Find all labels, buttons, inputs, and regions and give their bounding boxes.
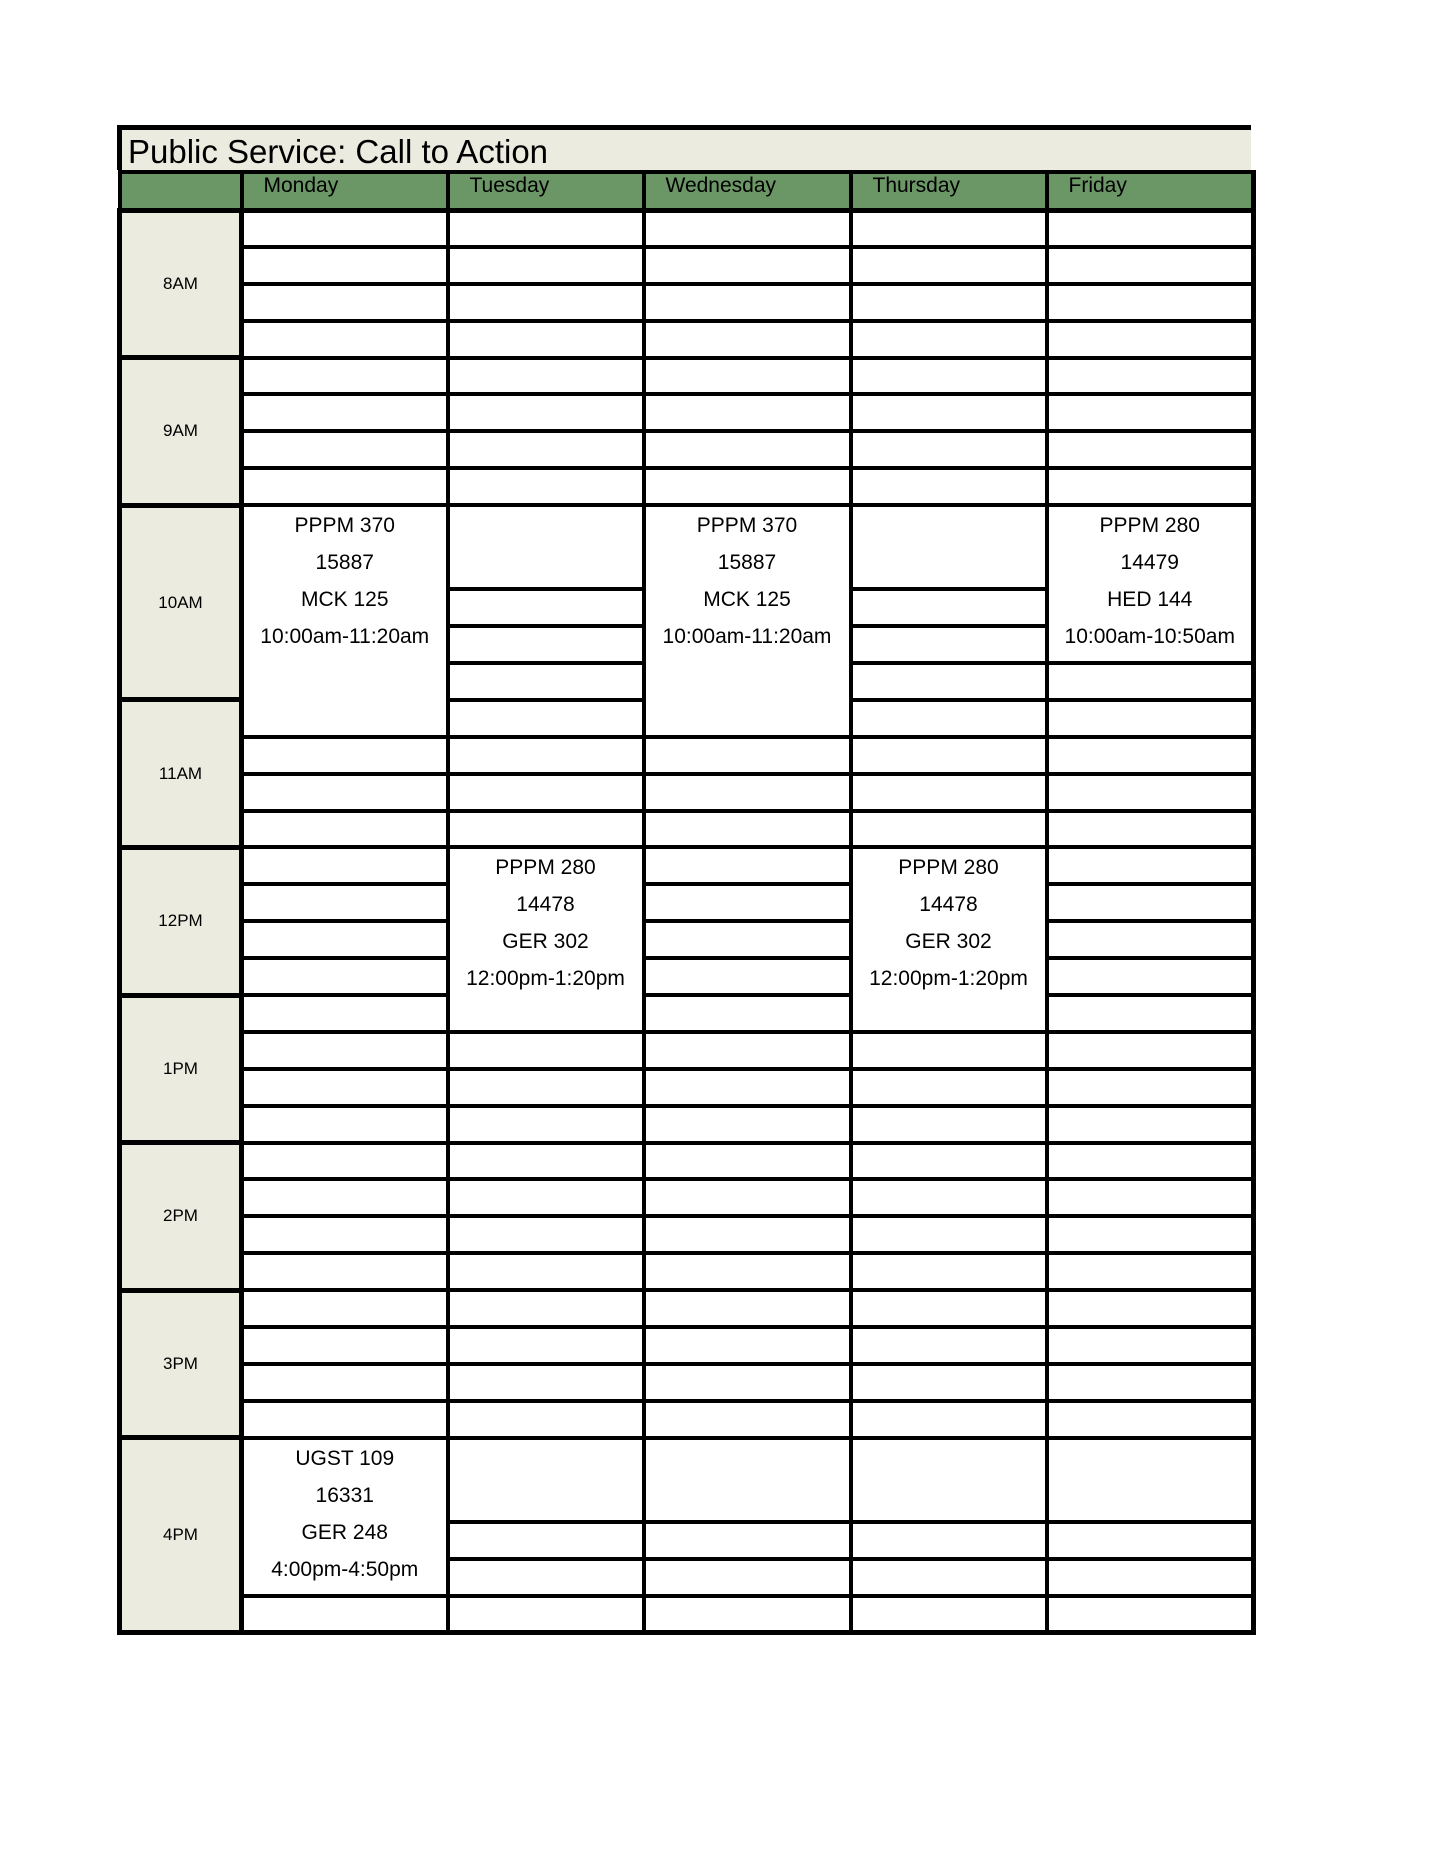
slot-row: [120, 774, 1254, 811]
empty-slot-cell: [242, 921, 448, 958]
empty-slot-cell: [448, 431, 644, 468]
class-detail-line: UGST 109: [295, 1446, 395, 1470]
empty-slot-cell: [1047, 884, 1254, 921]
class-detail-line: PPPM 280: [1099, 514, 1200, 538]
empty-slot-cell: [448, 626, 644, 663]
class-detail-line: 4:00pm-4:50pm: [271, 1557, 419, 1581]
class-detail-line: HED 144: [1107, 588, 1193, 612]
empty-slot-cell: [644, 1143, 851, 1180]
class-detail-line: MCK 125: [703, 588, 791, 612]
slot-row: [120, 1179, 1254, 1216]
empty-slot-cell: [851, 468, 1047, 505]
empty-slot-cell: [448, 1364, 644, 1401]
time-label: 3PM: [120, 1290, 242, 1438]
empty-slot-cell: [1047, 284, 1254, 321]
slot-row: [120, 995, 1254, 1032]
empty-slot-cell: [644, 1179, 851, 1216]
header-corner: [120, 172, 242, 210]
empty-slot-cell: [448, 1069, 644, 1106]
empty-slot-cell: [242, 774, 448, 811]
empty-slot-cell: [644, 468, 851, 505]
empty-slot-cell: [1047, 1401, 1254, 1438]
empty-slot-cell: [644, 394, 851, 431]
empty-slot-cell: [1047, 921, 1254, 958]
empty-slot-cell: [1047, 1216, 1254, 1253]
class-detail-line: 14479: [1120, 551, 1179, 575]
empty-slot-cell: [851, 1327, 1047, 1364]
empty-slot-cell: [851, 811, 1047, 848]
empty-slot-cell: [1047, 1364, 1254, 1401]
time-label: 1PM: [120, 995, 242, 1143]
empty-slot-cell: [644, 921, 851, 958]
slot-row: [120, 284, 1254, 321]
empty-slot-cell: [1047, 1032, 1254, 1069]
class-detail-line: 12:00pm-1:20pm: [466, 967, 625, 991]
empty-slot-cell: [1047, 358, 1254, 395]
slot-row: [120, 1327, 1254, 1364]
slot-row: [120, 921, 1254, 958]
empty-slot-cell: [851, 737, 1047, 774]
empty-slot-cell: [242, 1106, 448, 1143]
empty-slot-cell: [242, 1216, 448, 1253]
empty-slot-cell: [242, 321, 448, 358]
day-header-wednesday: Wednesday: [644, 172, 851, 210]
empty-slot-cell: [851, 431, 1047, 468]
slot-row: [120, 1216, 1254, 1253]
class-detail-line: PPPM 370: [696, 514, 798, 538]
slot-row: [120, 358, 1254, 395]
empty-slot-cell: [644, 1069, 851, 1106]
empty-slot-cell: [851, 1401, 1047, 1438]
empty-slot-cell: [242, 1069, 448, 1106]
empty-slot-cell: [448, 1179, 644, 1216]
slot-row: [120, 210, 1254, 247]
schedule-title: Public Service: Call to Action: [128, 133, 549, 170]
empty-slot-cell: [1047, 663, 1254, 700]
empty-slot-cell: [851, 626, 1047, 663]
empty-slot-cell: [1047, 1290, 1254, 1327]
empty-slot-cell: [851, 663, 1047, 700]
empty-slot-cell: [851, 321, 1047, 358]
empty-slot-cell: [242, 1143, 448, 1180]
empty-slot-cell: [644, 774, 851, 811]
empty-slot-cell: [851, 1216, 1047, 1253]
empty-slot-cell: [644, 284, 851, 321]
empty-slot-cell: [851, 1143, 1047, 1180]
class-detail-line: GER 302: [905, 930, 992, 954]
class-detail-line: 14478: [919, 893, 978, 917]
empty-slot-cell: [644, 1401, 851, 1438]
empty-slot-cell: [448, 394, 644, 431]
merged-slot-cell: [644, 1438, 851, 1522]
slot-row: [120, 958, 1254, 995]
empty-slot-cell: [242, 1179, 448, 1216]
empty-slot-cell: [851, 1522, 1047, 1559]
empty-slot-cell: [851, 1032, 1047, 1069]
empty-slot-cell: [644, 1559, 851, 1596]
empty-slot-cell: [644, 321, 851, 358]
empty-slot-cell: [1047, 210, 1254, 247]
empty-slot-cell: [1047, 321, 1254, 358]
empty-slot-cell: [851, 589, 1047, 626]
empty-slot-cell: [851, 394, 1047, 431]
empty-slot-cell: [242, 1032, 448, 1069]
empty-slot-cell: [644, 210, 851, 247]
time-label: 10AM: [120, 505, 242, 700]
empty-slot-cell: [242, 210, 448, 247]
day-header-row: [120, 172, 1254, 210]
empty-slot-cell: [851, 284, 1047, 321]
merged-slot-cell: [448, 505, 644, 589]
slot-row: [120, 394, 1254, 431]
empty-slot-cell: [242, 811, 448, 848]
empty-slot-cell: [242, 958, 448, 995]
empty-slot-cell: [448, 1401, 644, 1438]
empty-slot-cell: [242, 431, 448, 468]
empty-slot-cell: [851, 1106, 1047, 1143]
empty-slot-cell: [644, 1106, 851, 1143]
empty-slot-cell: [448, 1216, 644, 1253]
empty-slot-cell: [1047, 847, 1254, 884]
empty-slot-cell: [448, 589, 644, 626]
empty-slot-cell: [448, 1253, 644, 1290]
empty-slot-cell: [851, 1364, 1047, 1401]
empty-slot-cell: [851, 774, 1047, 811]
class-block: [644, 505, 851, 737]
empty-slot-cell: [448, 1327, 644, 1364]
empty-slot-cell: [851, 1179, 1047, 1216]
time-label: 8AM: [120, 210, 242, 358]
empty-slot-cell: [242, 1253, 448, 1290]
class-detail-line: 15887: [717, 551, 777, 575]
time-label: 2PM: [120, 1143, 242, 1291]
class-detail-line: PPPM 280: [495, 856, 596, 880]
empty-slot-cell: [644, 811, 851, 848]
empty-slot-cell: [644, 1216, 851, 1253]
empty-slot-cell: [448, 1032, 644, 1069]
merged-slot-cell: [851, 505, 1047, 589]
empty-slot-cell: [644, 1596, 851, 1633]
class-detail-line: 10:00am-11:20am: [260, 625, 430, 649]
slot-row: [120, 884, 1254, 921]
day-header-friday: Friday: [1047, 172, 1254, 210]
empty-slot-cell: [644, 1364, 851, 1401]
empty-slot-cell: [644, 358, 851, 395]
empty-slot-cell: [1047, 1596, 1254, 1633]
merged-slot-cell: [851, 1438, 1047, 1522]
empty-slot-cell: [448, 358, 644, 395]
empty-slot-cell: [448, 663, 644, 700]
day-header-tuesday: Tuesday: [448, 172, 644, 210]
empty-slot-cell: [1047, 1253, 1254, 1290]
empty-slot-cell: [242, 737, 448, 774]
empty-slot-cell: [1047, 1069, 1254, 1106]
class-block: [851, 847, 1047, 1031]
slot-row: [120, 1253, 1254, 1290]
empty-slot-cell: [242, 247, 448, 284]
empty-slot-cell: [1047, 1179, 1254, 1216]
empty-slot-cell: [851, 247, 1047, 284]
empty-slot-cell: [1047, 958, 1254, 995]
slot-row: [120, 1364, 1254, 1401]
class-detail-line: PPPM 370: [294, 514, 395, 538]
empty-slot-cell: [448, 1290, 644, 1327]
slot-row: [120, 811, 1254, 848]
empty-slot-cell: [1047, 774, 1254, 811]
merged-slot-cell: [1047, 1438, 1254, 1522]
empty-slot-cell: [448, 774, 644, 811]
class-detail-line: 12:00pm-1:20pm: [869, 967, 1028, 991]
slot-row: [120, 1032, 1254, 1069]
slot-row: [120, 1290, 1254, 1327]
empty-slot-cell: [448, 321, 644, 358]
empty-slot-cell: [851, 1069, 1047, 1106]
slot-row: [120, 431, 1254, 468]
empty-slot-cell: [644, 1290, 851, 1327]
class-detail-line: 10:00am-10:50am: [1064, 625, 1235, 649]
title-bar: [117, 125, 1251, 170]
class-detail-line: GER 302: [502, 930, 589, 954]
empty-slot-cell: [644, 847, 851, 884]
empty-slot-cell: [1047, 468, 1254, 505]
empty-slot-cell: [644, 737, 851, 774]
slot-row: [120, 1401, 1254, 1438]
empty-slot-cell: [1047, 1327, 1254, 1364]
empty-slot-cell: [1047, 247, 1254, 284]
empty-slot-cell: [1047, 394, 1254, 431]
slot-row: [120, 468, 1254, 505]
slot-row: [120, 321, 1254, 358]
empty-slot-cell: [851, 1290, 1047, 1327]
empty-slot-cell: [644, 1522, 851, 1559]
empty-slot-cell: [1047, 811, 1254, 848]
schedule-sheet: [117, 125, 1251, 1635]
empty-slot-cell: [1047, 1559, 1254, 1596]
slot-row: [120, 247, 1254, 284]
empty-slot-cell: [242, 1364, 448, 1401]
empty-slot-cell: [644, 247, 851, 284]
merged-slot-cell: [448, 1438, 644, 1522]
empty-slot-cell: [644, 431, 851, 468]
empty-slot-cell: [242, 1327, 448, 1364]
slot-row: [120, 847, 1254, 884]
empty-slot-cell: [242, 884, 448, 921]
empty-slot-cell: [242, 468, 448, 505]
empty-slot-cell: [448, 1596, 644, 1633]
empty-slot-cell: [242, 1401, 448, 1438]
empty-slot-cell: [644, 958, 851, 995]
empty-slot-cell: [851, 1559, 1047, 1596]
empty-slot-cell: [242, 284, 448, 321]
empty-slot-cell: [1047, 1522, 1254, 1559]
class-block: [1047, 505, 1254, 663]
empty-slot-cell: [1047, 431, 1254, 468]
empty-slot-cell: [242, 847, 448, 884]
empty-slot-cell: [1047, 737, 1254, 774]
empty-slot-cell: [242, 1290, 448, 1327]
empty-slot-cell: [644, 1327, 851, 1364]
day-header-monday: Monday: [242, 172, 448, 210]
empty-slot-cell: [1047, 1106, 1254, 1143]
empty-slot-cell: [448, 811, 644, 848]
day-header-thursday: Thursday: [851, 172, 1047, 210]
time-label: 9AM: [120, 358, 242, 506]
class-detail-line: 15887: [315, 551, 374, 575]
empty-slot-cell: [851, 210, 1047, 247]
class-detail-line: 14478: [516, 893, 575, 917]
class-detail-line: 10:00am-11:20am: [662, 625, 832, 649]
class-detail-line: GER 248: [301, 1520, 388, 1544]
empty-slot-cell: [448, 284, 644, 321]
empty-slot-cell: [448, 700, 644, 737]
empty-slot-cell: [448, 1522, 644, 1559]
empty-slot-cell: [1047, 995, 1254, 1032]
empty-slot-cell: [242, 1596, 448, 1633]
schedule-grid-body: [120, 172, 1254, 1633]
empty-slot-cell: [242, 394, 448, 431]
empty-slot-cell: [448, 247, 644, 284]
empty-slot-cell: [448, 1143, 644, 1180]
class-block: [242, 505, 448, 737]
empty-slot-cell: [448, 1559, 644, 1596]
empty-slot-cell: [242, 358, 448, 395]
class-detail-line: 16331: [315, 1483, 374, 1507]
empty-slot-cell: [851, 358, 1047, 395]
empty-slot-cell: [644, 884, 851, 921]
empty-slot-cell: [644, 1253, 851, 1290]
empty-slot-cell: [851, 1253, 1047, 1290]
slot-row: [120, 1143, 1254, 1180]
slot-row: [120, 737, 1254, 774]
empty-slot-cell: [644, 995, 851, 1032]
empty-slot-cell: [644, 1032, 851, 1069]
empty-slot-cell: [242, 995, 448, 1032]
empty-slot-cell: [851, 1596, 1047, 1633]
empty-slot-cell: [851, 700, 1047, 737]
schedule-grid: [117, 170, 1256, 1635]
time-label: 12PM: [120, 847, 242, 995]
empty-slot-cell: [448, 1106, 644, 1143]
slot-row: [120, 1596, 1254, 1633]
slot-row: [120, 1106, 1254, 1143]
class-block: [242, 1438, 448, 1596]
class-detail-line: PPPM 280: [898, 856, 999, 880]
empty-slot-cell: [448, 210, 644, 247]
class-detail-line: MCK 125: [300, 588, 389, 612]
time-label: 11AM: [120, 700, 242, 848]
empty-slot-cell: [448, 737, 644, 774]
slot-row: [120, 1069, 1254, 1106]
time-label: 4PM: [120, 1438, 242, 1633]
empty-slot-cell: [1047, 1143, 1254, 1180]
class-block: [448, 847, 644, 1031]
empty-slot-cell: [448, 468, 644, 505]
empty-slot-cell: [1047, 700, 1254, 737]
